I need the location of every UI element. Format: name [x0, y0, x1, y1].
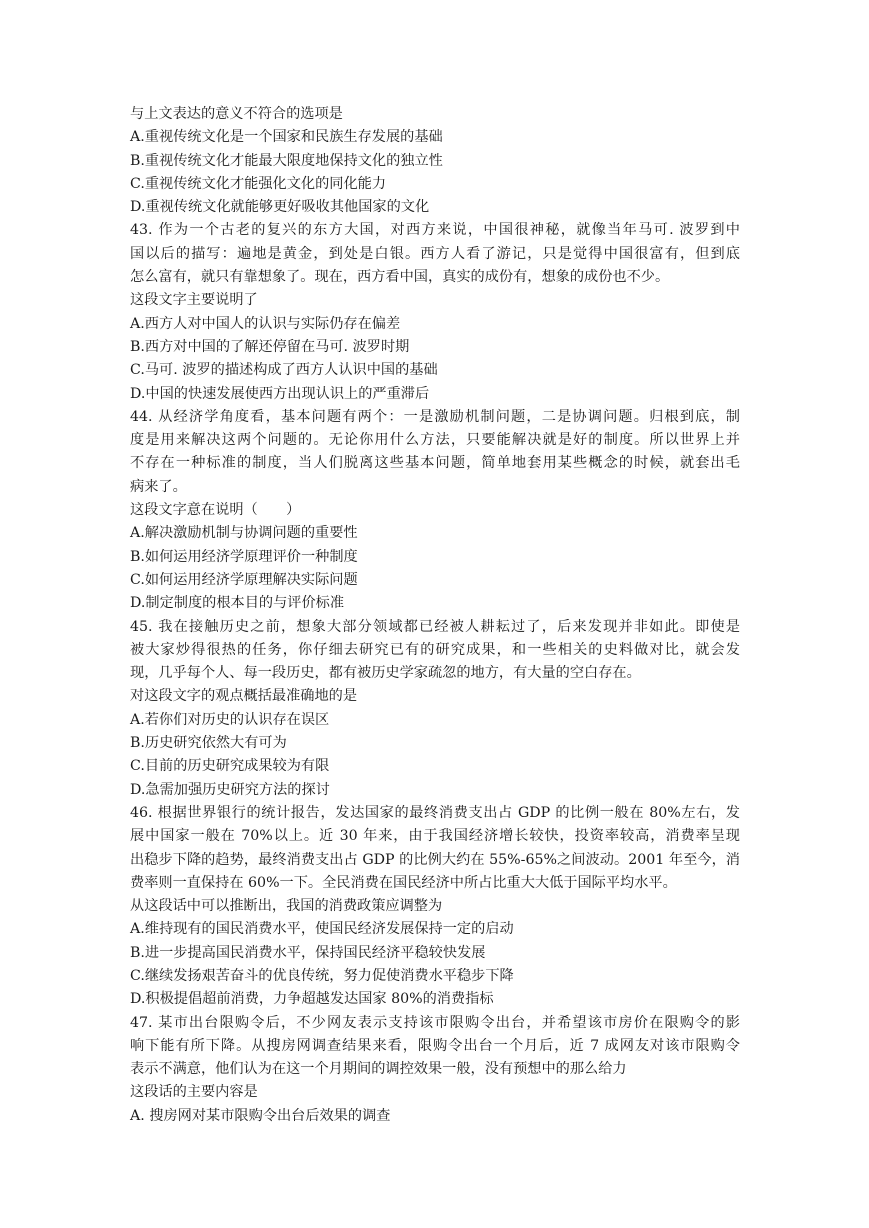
passage-line: 被大家炒得很热的任务，你仔细去研究已有的研究成果，和一些相关的史料做对比，就会发 [130, 641, 740, 658]
option-b: B.重视传统文化才能最大限度地保持文化的独立性 [130, 152, 443, 169]
option-c: C.如何运用经济学原理解决实际问题 [130, 571, 358, 588]
passage-line: 展中国家一般在 70%以上。近 30 年来，由于我国经济增长较快，投资率较高，消费率呈现 [130, 828, 740, 845]
option-d: D.制定制度的根本目的与评价标准 [130, 595, 345, 612]
question-prompt: 从这段话中可以推断出，我国的消费政策应调整为 [130, 898, 443, 915]
passage-line: 44. 从经济学角度看，基本问题有两个：一是激励机制问题，二是协调问题。归根到底，制 [130, 408, 740, 425]
question-prompt: 这段文字意在说明（ ） [130, 502, 301, 519]
option-c: C.马可. 波罗的描述构成了西方人认识中国的基础 [130, 362, 438, 379]
option-d: D.重视传统文化就能够更好吸收其他国家的文化 [130, 199, 430, 216]
passage-line: 响下能有所下降。从搜房网调查结果来看，限购令出台一个月后，近 7 成网友对该市限购令 [130, 1037, 740, 1054]
passage-line: 出稳步下降的趋势，最终消费支出占 GDP 的比例大约在 55%-65%之间波动。2001 年至今，消 [130, 851, 740, 868]
passage-line: 不存在一种标准的制度，当人们脱离这些基本问题，简单地套用某些概念的时候，就套出毛 [130, 455, 740, 472]
option-d: D.积极提倡超前消费，力争超越发达国家 80%的消费指标 [130, 991, 494, 1008]
option-c: C.重视传统文化才能强化文化的同化能力 [130, 175, 387, 192]
question-prompt: 这段话的主要内容是 [130, 1084, 258, 1101]
question-prompt: 与上文表达的意义不符合的选项是 [130, 106, 343, 122]
passage-line: 现，几乎每个人、每一段历史，都有被历史学家疏忽的地方，有大量的空白存在。 [130, 665, 641, 682]
passage-line: 46. 根据世界银行的统计报告，发达国家的最终消费支出占 GDP 的比例一般在 80%左右，发 [130, 804, 740, 821]
passage-line: 表示不满意，他们认为在这一个月期间的调控效果一般，没有预想中的那么给力 [130, 1061, 627, 1078]
passage-line: 度是用来解决这两个问题的。无论你用什么方法，只要能解决就是好的制度。所以世界上并 [130, 432, 740, 449]
option-a: A. 搜房网对某市限购令出台后效果的调查 [130, 1107, 391, 1124]
passage-line: 病来了。 [130, 478, 187, 495]
option-b: B.如何运用经济学原理评价一种制度 [130, 548, 358, 565]
option-c: C.目前的历史研究成果较为有限 [130, 758, 330, 775]
option-a: A.解决激励机制与协调问题的重要性 [130, 525, 358, 542]
passage-line: 费率则一直保持在 60%一下。全民消费在国民经济中所占比重大大低于国际平均水平。 [130, 874, 677, 891]
passage-line: 45. 我在接触历史之前，想象大部分领域都已经被人耕耘过了，后来发现并非如此。即使是 [130, 618, 740, 635]
option-a: A.西方人对中国人的认识与实际仍存在偏差 [130, 315, 401, 332]
document-page [130, 103, 740, 1128]
option-c: C.继续发扬艰苦奋斗的优良传统，努力促使消费水平稳步下降 [130, 967, 514, 984]
option-a: A.维持现有的国民消费水平，使国民经济发展保持一定的启动 [130, 921, 514, 938]
option-d: D.中国的快速发展使西方出现认识上的严重滞后 [130, 385, 430, 402]
question-prompt: 这段文字主要说明了 [130, 292, 258, 309]
passage-line: 43. 作为一个古老的复兴的东方大国，对西方来说，中国很神秘，就像当年马可. 波罗到中 [130, 222, 740, 239]
passage-line: 怎么富有，就只有靠想象了。现在，西方看中国，真实的成份有，想象的成份也不少。 [130, 269, 670, 286]
option-d: D.急需加强历史研究方法的探讨 [130, 781, 330, 798]
question-prompt: 对这段文字的观点概括最准确地的是 [130, 688, 358, 705]
option-b: B.西方对中国的了解还停留在马可. 波罗时期 [130, 338, 410, 355]
option-b: B.历史研究依然大有可为 [130, 735, 287, 752]
passage-line: 国以后的描写：遍地是黄金，到处是白银。西方人看了游记，只是觉得中国很富有，但到底 [130, 245, 740, 262]
option-a: A.若你们对历史的认识存在误区 [130, 711, 330, 728]
option-a: A.重视传统文化是一个国家和民族生存发展的基础 [130, 129, 443, 146]
passage-line: 47. 某市出台限购令后，不少网友表示支持该市限购令出台，并希望该市房价在限购令的影 [130, 1014, 740, 1031]
option-b: B.进一步提高国民消费水平，保持国民经济平稳较快发展 [130, 944, 486, 961]
